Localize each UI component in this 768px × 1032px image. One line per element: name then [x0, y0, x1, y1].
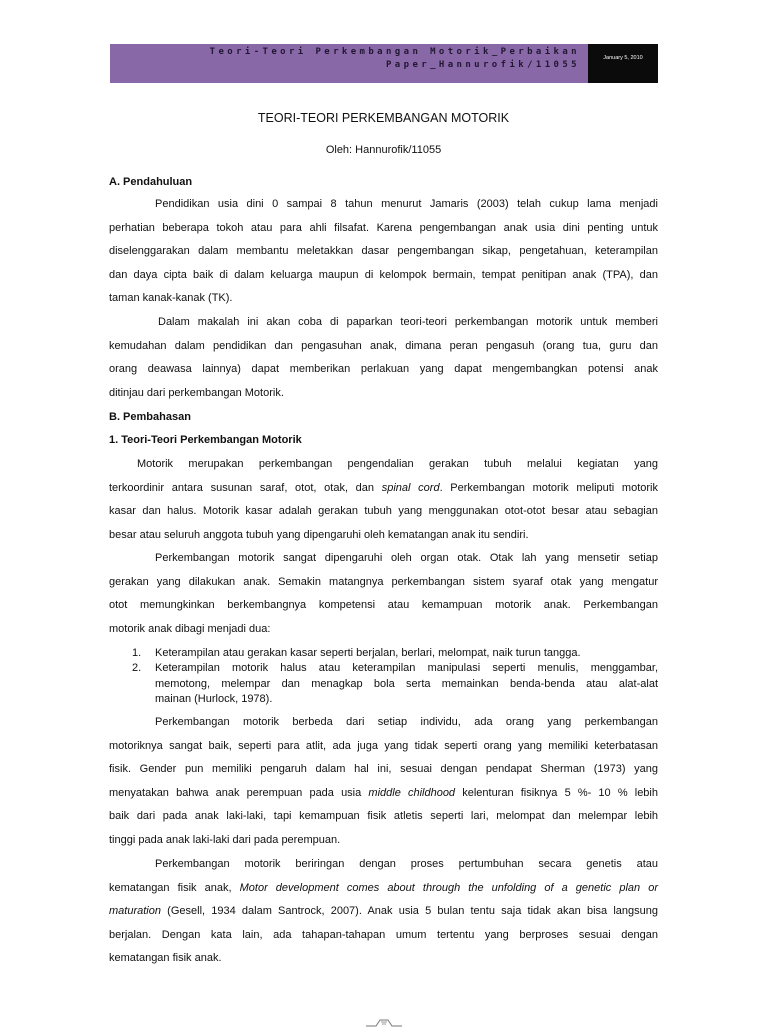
subsection-heading-teori: 1. Teori-Teori Perkembangan Motorik	[109, 434, 302, 446]
header-title-band	[110, 44, 588, 83]
document-byline: Oleh: Hannurofik/11055	[325, 144, 442, 156]
section-heading-pembahasan: B. Pembahasan	[109, 411, 191, 423]
paragraph-2: Dalam makalah ini akan coba di paparkan teori-teori perkembangan motorik untuk memberi kemudahan dalam pendidikan dan pengasuhan anak, dimana peran pengasuh (orang tua, guru dan orang deawasa lainnya) dapat memberikan perlakuan yang dapat mengembangkan potensi anak ditinjau dari perkembangan Motorik.	[109, 316, 658, 399]
paragraph-1: Pendidikan usia dini 0 sampai 8 tahun menurut Jamaris (2003) telah cukup lama menjadi perhatian beberapa tokoh atau para ahli filsafat. Karena pengembangan anak usia dini penting untuk diselenggarakan dalam membantu meletakkan dasar pengembangan sikap, pengetahuan, keterampilan dan daya cipta baik di dalam keluarga maupun di kelompok bermain, tempat penitipan anak (TPA), dan taman kanak-kanak (TK).	[109, 198, 658, 305]
paragraph-5: Perkembangan motorik berbeda dari setiap individu, ada orang yang perkembangan motoriknya sangat baik, seperti para atlit, ada juga yang tidak seperti orang yang memiliki keterbatasan fisik. Gender pun memiliki pengaruh dalam hal ini, sesuai dengan pendapat Sherman (1973) yang menyatakan bahwa anak perempuan pada usia middle childhood kelenturan fisiknya 5 %- 10 % lebih baik dari pada anak laki-laki, tapi kemampuan fisik atletis seperti lari, melompat dan melempar lebih tinggi pada anak laki-laki dari pada perempuan.	[109, 716, 658, 846]
header-date-box	[588, 44, 658, 83]
list-item: 2. Keterampilan motorik halus atau keterampilan manipulasi seperti menulis, menggambar, memotong, melempar dan menagkap bola serta memainkan benda-benda atau alat-alat mainan (Hurlock, 1978).	[132, 662, 658, 706]
header-title: Teori-Teori Perkembangan Motorik_Perbaikan Paper_Hannurofik/11055	[209, 47, 580, 70]
section-heading-pendahuluan: A. Pendahuluan	[109, 176, 193, 188]
running-header	[110, 44, 658, 83]
header-date: January 5, 2010	[603, 55, 643, 61]
list-item: 1. Keterampilan atau gerakan kasar seperti berjalan, berlari, melompat, naik turun tangga.	[132, 647, 581, 659]
page-footer-ornament-icon	[364, 1014, 404, 1032]
paragraph-6: Perkembangan motorik beriringan dengan proses pertumbuhan secara genetis atau kematangan fisik anak, Motor development comes about through the unfolding of a genetic plan or maturation (Gesell, 1934 dalam Santrock, 2007). Anak usia 5 bulan tentu saja tidak akan bisa langsung berjalan. Dengan kata lain, ada tahapan-tahapan umum tertentu yang berproses sesuai dengan kematangan fisik anak.	[109, 858, 658, 965]
paragraph-4: Perkembangan motorik sangat dipengaruhi oleh organ otak. Otak lah yang mensetir setiap gerakan yang dilakukan anak. Semakin matangnya perkembangan sistem syaraf otak yang mengatur otot memungkinkan berkembangnya kompetensi atau kemampuan motorik anak. Perkembangan motorik anak dibagi menjadi dua:	[109, 552, 658, 635]
numbered-list	[109, 646, 658, 708]
paragraph-3: Motorik merupakan perkembangan pengendalian gerakan tubuh melalui kegiatan yang terkoordinir antara susunan saraf, otot, otak, dan spinal cord. Perkembangan motorik meliputi motorik kasar dan halus. Motorik kasar adalah gerakan tubuh yang menggunakan otot-otot besar atau sebagian besar atau seluruh anggota tubuh yang dipengaruhi oleh kematangan anak itu sendiri.	[109, 458, 658, 541]
document-title: TEORI-TEORI PERKEMBANGAN MOTORIK	[257, 111, 510, 125]
